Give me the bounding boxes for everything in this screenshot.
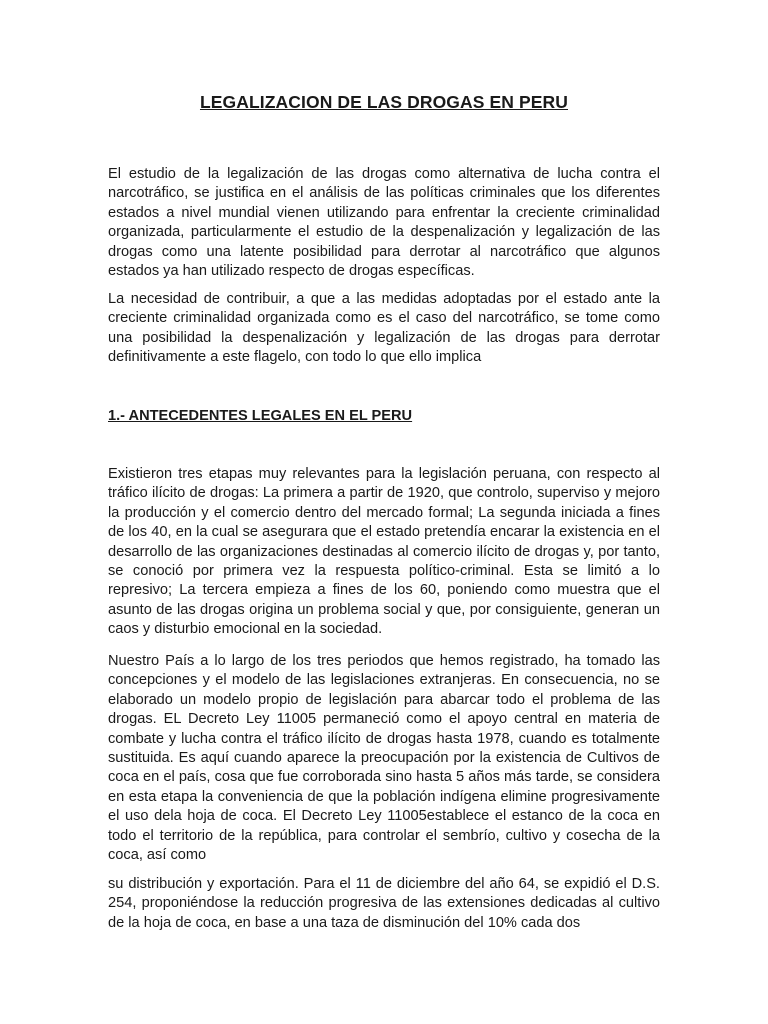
document-title: LEGALIZACION DE LAS DROGAS EN PERU [199,92,568,112]
intro-paragraph-2: La necesidad de contribuir, a que a las medidas adoptadas por el estado ante la creciente criminalidad organizada como es el caso del narcotráfico, se tome como una posibilidad la despenalización y legalización de las drogas para derrotar definitivamente a este flagelo, con todo lo que ello implica [108,291,660,366]
intro-paragraph-1: El estudio de la legalización de las drogas como alternativa de lucha contra el narcotráfico, se justifica en el análisis de las políticas criminales que los diferentes estados a nivel mundial vienen utilizando para enfrentar la creciente criminalidad organizada, particularmente el estudio de la despenalización y legalización de las drogas como una latente posibilidad para derrotar al narcotráfico que algunos estados ya han utilizado respecto de drogas específicas. [108,166,660,280]
section-heading: 1.- ANTECEDENTES LEGALES EN EL PERU [108,408,413,424]
section-paragraph-3: su distribución y exportación. Para el 11 de diciembre del año 64, se expidió el D.S. 254, proponiéndose la reducción progresiva de las extensiones dedicadas al cultivo de la hoja de coca, en base a una taza de disminución del 10% cada dos [108,876,660,931]
section-paragraph-2: Nuestro País a lo largo de los tres periodos que hemos registrado, ha tomado las concepciones y el modelo de las legislaciones extranjeras. En consecuencia, no se elaborado un modelo propio de legislación para abarcar todo el problema de las drogas. EL Decreto Ley 11005 permaneció como el apoyo central en materia de combate y lucha contra el tráfico ilícito de drogas hasta 1978, cuando es totalmente sustituida. Es aquí cuando aparece la preocupación por la existencia de Cultivos de coca en el país, cosa que fue corroborada sino hasta 5 años más tarde, se considera en esta etapa la conveniencia de que la población indígena elimine progresivamente el uso dela hoja de coca. El Decreto Ley 11005establece el estanco de la coca en todo el territorio de la república, para controlar el sembrío, cultivo y cosecha de la coca, así como [108,653,660,864]
section-paragraph-1: Existieron tres etapas muy relevantes para la legislación peruana, con respecto al tráfico ilícito de drogas: La primera a partir de 1920, que controlo, superviso y mejoro la producción y el comercio dentro del mercado formal; La segunda iniciada a fines de los 40, en la cual se asegurara que el estado pretendía encarar la existencia en el desarrollo de las organizaciones destinadas al comercio ilícito de drogas y, por tanto, se conoció por primera vez la respuesta político-criminal. Esta se limitó a lo represivo; La tercera empieza a fines de los 60, poniendo como muestra que el asunto de las drogas origina un problema social y que, por consiguiente, generan un caos y disturbio emocional en la sociedad. [108,466,660,638]
